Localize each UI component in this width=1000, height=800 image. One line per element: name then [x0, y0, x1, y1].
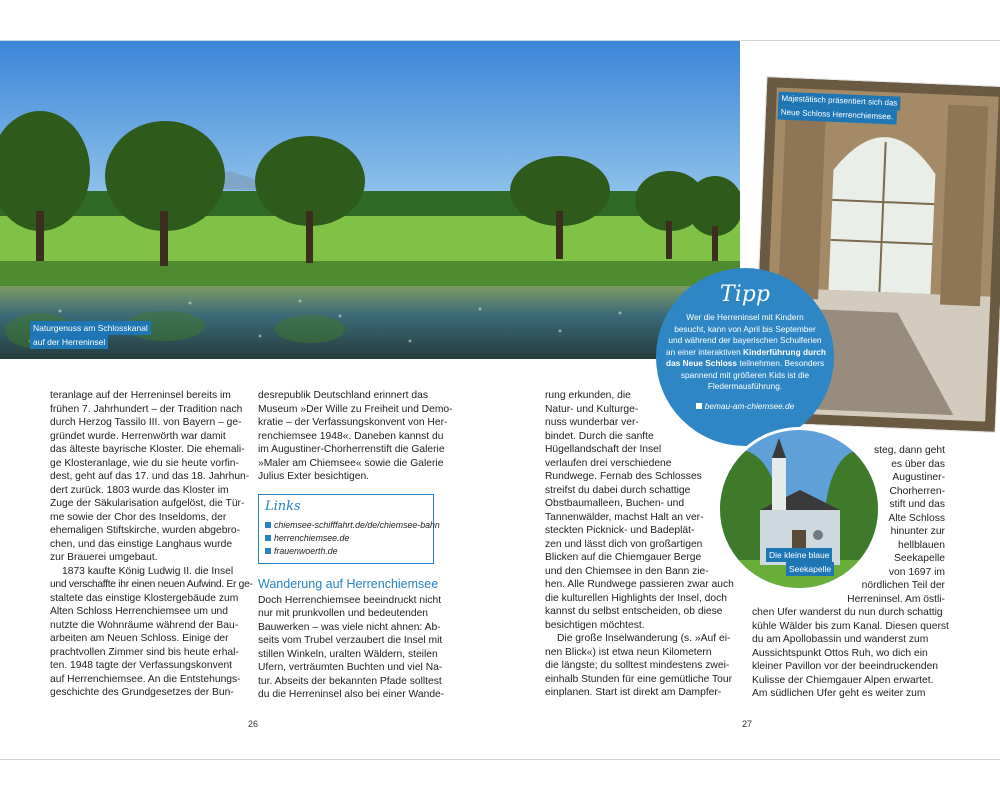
- text-line: Alte Schloss: [888, 512, 945, 524]
- tipp-title: Tipp: [720, 282, 770, 307]
- text-line: das älteste bayrische Kloster. Die ehemali-: [50, 444, 245, 455]
- text-line: ten. 1948 tagte der Verfassungskonvent: [50, 660, 233, 671]
- text-line: Doch Herrenchiemsee beeindruckt nicht: [258, 594, 442, 606]
- text-line: »Maler am Chiemsee« sowie die Galerie: [258, 457, 444, 469]
- text-line: bindet. Durch die sanfte: [545, 430, 654, 442]
- text-line: es über das: [891, 458, 945, 470]
- tipp-text-run: an einer interaktiven: [666, 346, 744, 357]
- page-number-right: 27: [742, 719, 753, 729]
- link-text[interactable]: chiemsee-schifffahrt.de/de/chiemsee-bahn: [274, 520, 440, 530]
- text-line: Natur- und Kulturge-: [545, 403, 639, 415]
- palace-caption-line-2: Neue Schloss Herrenchiemsee.: [778, 106, 897, 125]
- text-line: Tannenwälder, machst Halt an ver-: [545, 511, 704, 523]
- text-line: du die Herreninsel also bei einer Wande-: [258, 689, 445, 700]
- landscape-image: [0, 41, 740, 359]
- section-heading: Wanderung auf Herrenchiemsee: [258, 577, 439, 591]
- text-line: hellblauen: [898, 539, 945, 551]
- chapel-caption-line-2: Seekapelle: [786, 562, 834, 576]
- text-line: frühen 7. Jahrhundert – der Tradition nach: [50, 403, 243, 415]
- text-line: Zuge der Säkularisation aufgelöst, die Tür-: [50, 498, 245, 509]
- text-line: besichtigen möchtest.: [545, 619, 645, 631]
- links-box: [258, 494, 440, 564]
- tipp-line: [666, 358, 824, 370]
- text-line: einhalb Stunden für eine gemütliche Tour: [545, 673, 732, 685]
- text-line: stillen Winkeln, uralten Wäldern, steilen: [258, 648, 438, 660]
- text-line: steg, dann geht: [874, 445, 945, 456]
- text-line: kleiner Pavillon vor der beeindruckenden: [752, 661, 939, 672]
- text-column-4: [752, 606, 952, 701]
- text-line: Seekapelle: [894, 553, 945, 564]
- text-line: rung erkunden, die: [545, 390, 631, 401]
- text-line: ehemaligen Stiftskirche, wurden abgebro-: [50, 525, 241, 536]
- text-line: nen Blick«) ist etwa neun Kilometern: [545, 646, 712, 658]
- page-number-left: 26: [248, 719, 259, 729]
- text-line: hen. Alle Rundwege passieren zwar auch: [545, 579, 734, 590]
- text-line: im Augustiner-Chorherrenstift die Galerie: [258, 444, 445, 455]
- text-line: Augustiner-: [892, 472, 945, 483]
- hero-photo-schlosskanal: [0, 41, 740, 359]
- links-title: Links: [265, 499, 301, 514]
- text-line: du am Apollobassin und wanderst zum: [752, 634, 929, 645]
- text-line: hinunter zur: [890, 526, 945, 537]
- text-line: nuss wunderbar ver-: [545, 417, 639, 428]
- text-line: geschichte des Grundgesetzes der Bun-: [50, 687, 234, 698]
- text-line: und verschaffte ihr einen neuen Aufwind. Er ge-: [50, 579, 253, 590]
- text-line: Bauwerken – was viele nicht ahnen: Ab-: [258, 621, 441, 633]
- text-line: dest, geht auf das 17. und das 18. Jahrhun-: [50, 471, 250, 482]
- link-text[interactable]: frauenwoerth.de: [274, 546, 338, 556]
- text-line: kannst du selbst entscheiden, ob diese: [545, 606, 723, 617]
- text-line: kühle Wälder bis zum Kanal. Diesen querst: [752, 620, 949, 632]
- text-line: Museum »Der Wille zu Freiheit und Demo-: [258, 403, 453, 415]
- text-line: Obstbaumalleen, Buchen- und: [545, 498, 685, 509]
- tipp-line: spannend mit größeren Kids ist die: [680, 369, 810, 380]
- link-text[interactable]: herrenchiemsee.de: [274, 533, 350, 543]
- tipp-line: Fledermausführung.: [707, 381, 783, 391]
- text-line: die längste; du solltest mindestens zwei-: [545, 660, 730, 671]
- text-line: Aussichtspunkt Ottos Ruh, wo dich ein: [752, 647, 928, 659]
- tipp-text: [666, 312, 824, 393]
- text-line: teranlage auf der Herreninsel bereits im: [50, 390, 231, 401]
- text-line: zur Brauerei umgebaut.: [50, 552, 158, 563]
- text-line: einplanen. Start ist direkt am Dampfer-: [545, 687, 722, 698]
- text-column-3: [545, 389, 735, 700]
- text-line: Julius Exter besichtigen.: [258, 471, 370, 482]
- tipp-link-text[interactable]: bemau-am-chiemsee.de: [704, 401, 795, 411]
- tipp-line: und während der bayerischen Schulferien: [668, 335, 822, 345]
- text-line: desrepublik Deutschland erinnert das: [258, 390, 428, 401]
- link-item[interactable]: [265, 533, 349, 543]
- text-line: staltete das einstige Klostergebäude zum: [50, 592, 239, 604]
- hero-caption-line-2: auf der Herreninsel: [30, 335, 108, 349]
- text-line: me sowie der Chor des Inseldoms, der: [50, 511, 227, 523]
- text-line: durch Herzog Tassilo III. von Bayern – ge-: [50, 417, 242, 428]
- text-line: kratie – der Verfassungskonvent von Her-: [258, 417, 448, 428]
- text-line: die kulturellen Highlights der Insel, doch: [545, 592, 728, 604]
- text-column-2: [258, 389, 458, 484]
- text-line: nutzte die Wohnräume während der Bau-: [50, 619, 239, 631]
- link-item[interactable]: [265, 520, 440, 530]
- tipp-line: besucht, kann von April bis September: [674, 323, 816, 334]
- bullet-square-icon: [265, 522, 271, 528]
- chapel-caption-line-1: Die kleine blaue: [766, 548, 832, 562]
- text-line: auf Herrenchiemsee. An die Entstehungs-: [50, 673, 241, 685]
- tipp-text-run: teilnehmen. Besonders: [737, 358, 825, 368]
- text-line: dert zurück. 1803 wurde das Kloster im: [50, 484, 229, 496]
- text-line: von 1697 im: [888, 566, 945, 578]
- text-line: prachtvollen Zimmer sind bis heute erhal-: [50, 646, 239, 658]
- text-line: renchiemsee 1948«. Daneben kannst du: [258, 430, 444, 442]
- text-line: Alten Schloss Herrenchiemsee um und: [50, 606, 228, 617]
- bullet-square-icon: [265, 535, 271, 541]
- text-line: Blicken auf die Chiemgauer Berge: [545, 552, 702, 563]
- text-line: Chorherren-: [889, 485, 945, 497]
- text-line: Herreninsel. Am östli-: [847, 593, 945, 605]
- text-line: Kulisse der Chiemgauer Alpen erwartet.: [752, 674, 934, 686]
- text-line: ge Klosteranlage, wie du sie heute vorfin-: [50, 457, 239, 469]
- text-line: steckten Picknick- und Badeplät-: [545, 525, 695, 536]
- text-line: nur mit prunkvollen und bedeutenden: [258, 608, 429, 619]
- tipp-bold-run: Kinderführung durch: [743, 346, 826, 357]
- text-line: arbeiten am Neuen Schloss. Einige der: [50, 633, 229, 644]
- hero-caption-line-1: Naturgenuss am Schlosskanal: [30, 321, 151, 335]
- text-line: gründet wurde. Herrenwörth war damit: [50, 430, 226, 442]
- text-line: Hügellandschaft der Insel: [545, 444, 662, 455]
- text-line: 1873 kaufte König Ludwig II. die Insel: [62, 565, 234, 577]
- bullet-square-icon: [265, 548, 271, 554]
- text-line: Die große Inselwanderung (s. »Auf ei-: [557, 633, 731, 644]
- text-line: tur. Abseits der bekannten Pfade solltest: [258, 675, 442, 687]
- palace-caption-line-1: Majestätisch präsentiert sich das: [778, 92, 901, 111]
- tipp-line: Wer die Herreninsel mit Kindern: [686, 312, 804, 322]
- text-column-1: [50, 389, 253, 700]
- link-item[interactable]: [265, 546, 338, 556]
- text-line: Rundwege. Fernab des Schlosses: [545, 471, 702, 482]
- text-line: chen Ufer wanderst du nun durch schattig: [752, 607, 943, 618]
- text-line: verlaufen drei verschiedene: [545, 457, 672, 469]
- text-line: seits vom Trubel verzaubert die Insel mit: [258, 635, 443, 646]
- text-line: und den Chiemsee in den Bann zie-: [545, 565, 709, 577]
- tipp-bold-run: das Neue Schloss: [666, 358, 738, 368]
- text-line: streifst du dabei durch schattige: [545, 484, 691, 496]
- section-wanderung: [258, 578, 458, 702]
- text-line: Ufern, verträumten Buchten und viel Na-: [258, 662, 443, 673]
- text-line: chen, und das einstige Langhaus wurde: [50, 538, 233, 550]
- text-column-4-wrap: [752, 444, 945, 606]
- tipp-line: [666, 347, 824, 359]
- text-line: nördlichen Teil der: [861, 580, 945, 591]
- text-line: stift und das: [889, 499, 945, 510]
- text-line: zen und lässt dich von großartigen: [545, 538, 703, 550]
- text-line: Am südlichen Ufer geht es weiter zum: [752, 688, 926, 699]
